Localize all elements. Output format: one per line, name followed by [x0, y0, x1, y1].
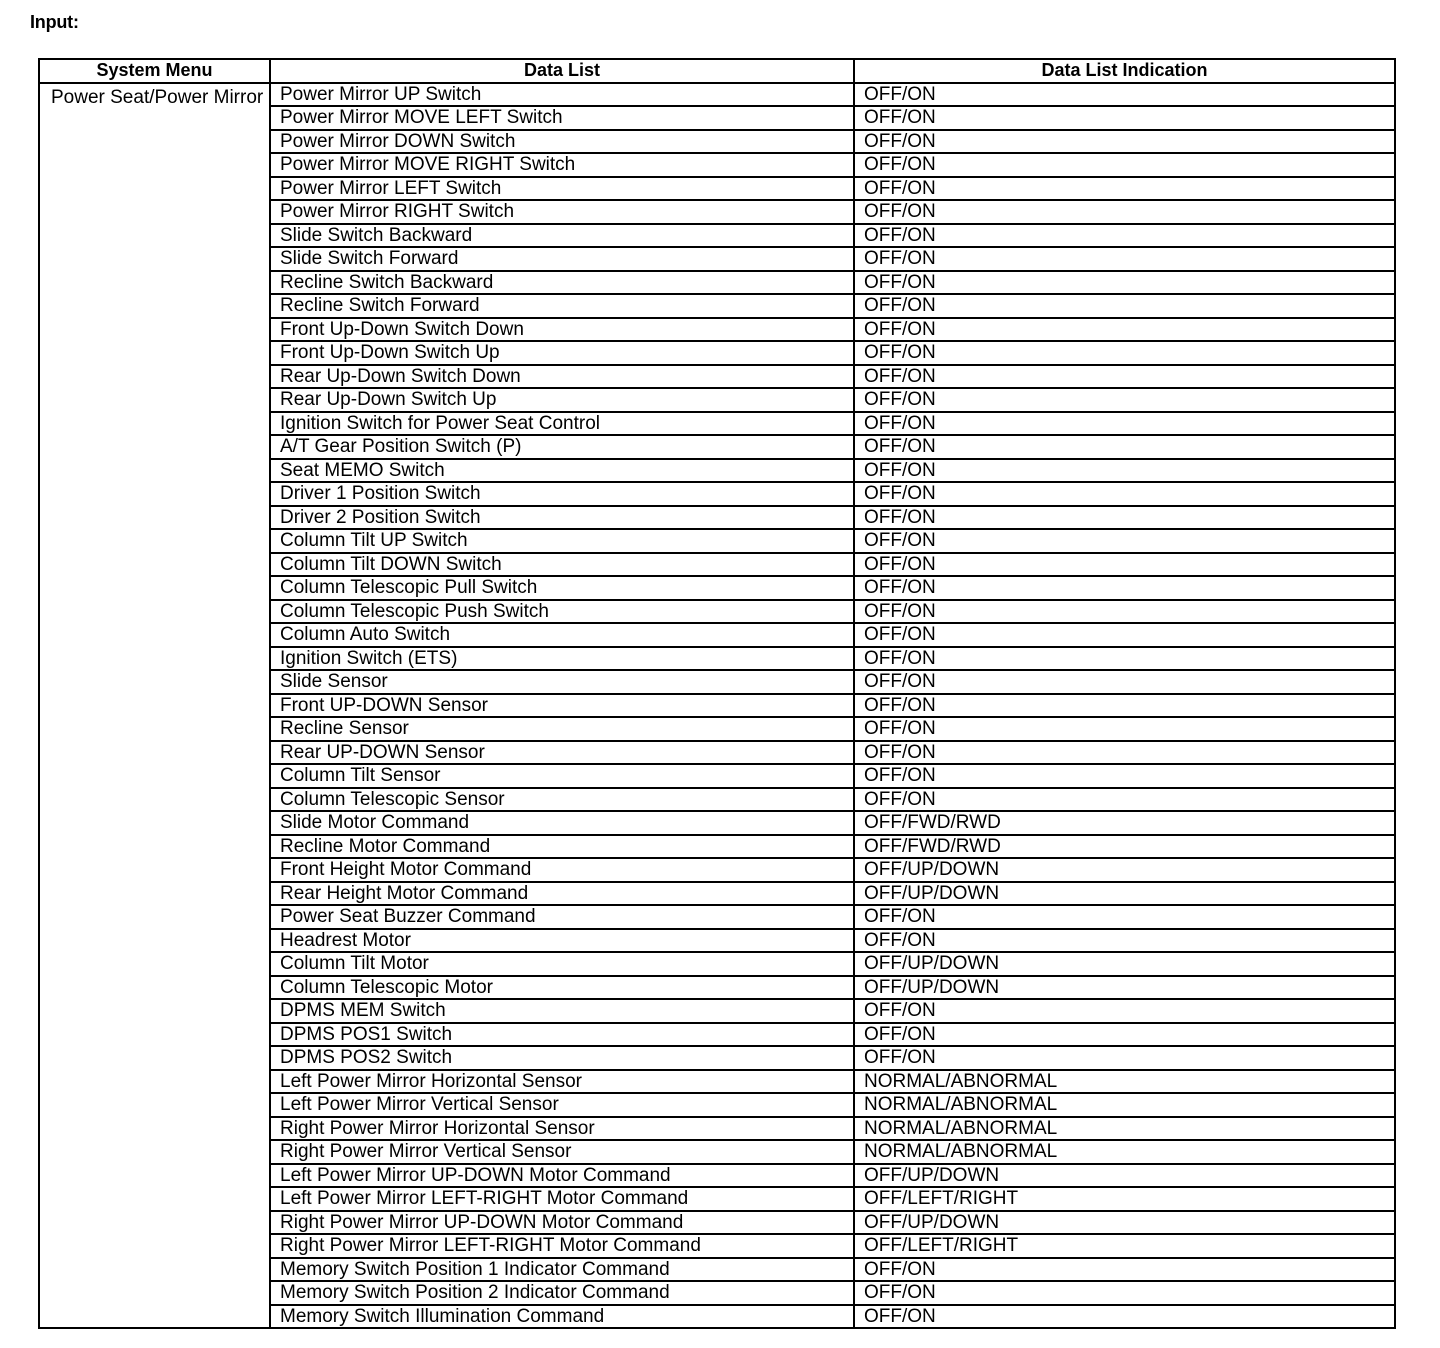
indication-cell: OFF/ON	[854, 412, 1395, 436]
data-list-cell: Right Power Mirror Vertical Sensor	[270, 1140, 854, 1164]
data-list-cell: Power Mirror UP Switch	[270, 83, 854, 107]
data-list-cell: Slide Motor Command	[270, 811, 854, 835]
indication-cell: OFF/ON	[854, 200, 1395, 224]
indication-cell: OFF/LEFT/RIGHT	[854, 1234, 1395, 1258]
data-list-cell: A/T Gear Position Switch (P)	[270, 435, 854, 459]
indication-cell: NORMAL/ABNORMAL	[854, 1117, 1395, 1141]
data-list-cell: Column Tilt DOWN Switch	[270, 553, 854, 577]
data-list-cell: Column Tilt UP Switch	[270, 529, 854, 553]
data-list-cell: Power Seat Buzzer Command	[270, 905, 854, 929]
data-list-cell: Left Power Mirror Vertical Sensor	[270, 1093, 854, 1117]
data-list-cell: Front Up-Down Switch Up	[270, 341, 854, 365]
indication-cell: OFF/ON	[854, 365, 1395, 389]
header-row	[39, 59, 1395, 83]
indication-cell: OFF/ON	[854, 670, 1395, 694]
indication-cell: OFF/ON	[854, 1258, 1395, 1282]
section-heading: Input:	[30, 12, 79, 32]
data-list-cell: Rear Height Motor Command	[270, 882, 854, 906]
indication-cell: OFF/ON	[854, 741, 1395, 765]
data-list-cell: Column Auto Switch	[270, 623, 854, 647]
indication-cell: OFF/ON	[854, 318, 1395, 342]
data-list-cell: Slide Switch Forward	[270, 247, 854, 271]
indication-cell: OFF/ON	[854, 224, 1395, 248]
data-list-cell: Right Power Mirror UP-DOWN Motor Command	[270, 1211, 854, 1235]
indication-cell: OFF/ON	[854, 764, 1395, 788]
data-list-cell: Driver 2 Position Switch	[270, 506, 854, 530]
data-list-cell: Ignition Switch for Power Seat Control	[270, 412, 854, 436]
indication-cell: OFF/FWD/RWD	[854, 835, 1395, 859]
system-menu-cell: Power Seat/Power Mirror	[39, 83, 270, 1329]
indication-cell: OFF/ON	[854, 341, 1395, 365]
data-list-cell: Slide Switch Backward	[270, 224, 854, 248]
indication-cell: OFF/ON	[854, 388, 1395, 412]
indication-cell: OFF/LEFT/RIGHT	[854, 1187, 1395, 1211]
indication-cell: OFF/UP/DOWN	[854, 952, 1395, 976]
data-list-cell: Column Tilt Motor	[270, 952, 854, 976]
indication-cell: OFF/ON	[854, 694, 1395, 718]
indication-cell: OFF/ON	[854, 788, 1395, 812]
indication-cell: OFF/FWD/RWD	[854, 811, 1395, 835]
data-list-cell: Power Mirror LEFT Switch	[270, 177, 854, 201]
data-list-cell: Seat MEMO Switch	[270, 459, 854, 483]
indication-cell: OFF/ON	[854, 153, 1395, 177]
indication-cell: OFF/ON	[854, 647, 1395, 671]
data-list-cell: Right Power Mirror Horizontal Sensor	[270, 1117, 854, 1141]
header-data-list-indication: Data List Indication	[854, 59, 1395, 83]
data-list-table	[38, 58, 1396, 1329]
data-list-cell: Driver 1 Position Switch	[270, 482, 854, 506]
data-list-cell: Front Height Motor Command	[270, 858, 854, 882]
data-list-cell: Recline Motor Command	[270, 835, 854, 859]
indication-cell: OFF/ON	[854, 1281, 1395, 1305]
indication-cell: OFF/ON	[854, 905, 1395, 929]
indication-cell: OFF/ON	[854, 553, 1395, 577]
data-list-cell: Recline Switch Backward	[270, 271, 854, 295]
data-list-cell: DPMS MEM Switch	[270, 999, 854, 1023]
data-list-cell: Power Mirror RIGHT Switch	[270, 200, 854, 224]
data-list-cell: Power Mirror MOVE LEFT Switch	[270, 106, 854, 130]
data-list-cell: Rear Up-Down Switch Up	[270, 388, 854, 412]
data-list-cell: Column Telescopic Motor	[270, 976, 854, 1000]
indication-cell: OFF/ON	[854, 482, 1395, 506]
indication-cell: OFF/UP/DOWN	[854, 882, 1395, 906]
indication-cell: OFF/ON	[854, 506, 1395, 530]
indication-cell: OFF/ON	[854, 177, 1395, 201]
indication-cell: NORMAL/ABNORMAL	[854, 1093, 1395, 1117]
header-system-menu: System Menu	[39, 59, 270, 83]
header-data-list: Data List	[270, 59, 854, 83]
indication-cell: OFF/ON	[854, 83, 1395, 107]
data-list-cell: Column Tilt Sensor	[270, 764, 854, 788]
data-list-cell: DPMS POS1 Switch	[270, 1023, 854, 1047]
indication-cell: OFF/UP/DOWN	[854, 1211, 1395, 1235]
indication-cell: OFF/ON	[854, 435, 1395, 459]
data-list-cell: Rear Up-Down Switch Down	[270, 365, 854, 389]
indication-cell: OFF/ON	[854, 1305, 1395, 1329]
indication-cell: OFF/ON	[854, 623, 1395, 647]
table-row	[39, 83, 1395, 107]
data-list-cell: Front Up-Down Switch Down	[270, 318, 854, 342]
indication-cell: OFF/UP/DOWN	[854, 976, 1395, 1000]
data-list-cell: Column Telescopic Pull Switch	[270, 576, 854, 600]
data-list-cell: Recline Switch Forward	[270, 294, 854, 318]
indication-cell: OFF/UP/DOWN	[854, 858, 1395, 882]
indication-cell: OFF/ON	[854, 106, 1395, 130]
data-list-cell: Power Mirror DOWN Switch	[270, 130, 854, 154]
table-body	[39, 83, 1395, 1329]
data-list-cell: Recline Sensor	[270, 717, 854, 741]
indication-cell: OFF/ON	[854, 271, 1395, 295]
indication-cell: OFF/ON	[854, 999, 1395, 1023]
indication-cell: OFF/ON	[854, 294, 1395, 318]
indication-cell: NORMAL/ABNORMAL	[854, 1070, 1395, 1094]
indication-cell: OFF/ON	[854, 459, 1395, 483]
indication-cell: OFF/ON	[854, 929, 1395, 953]
data-list-cell: Rear UP-DOWN Sensor	[270, 741, 854, 765]
indication-cell: OFF/ON	[854, 130, 1395, 154]
indication-cell: OFF/ON	[854, 1046, 1395, 1070]
indication-cell: OFF/ON	[854, 529, 1395, 553]
data-list-cell: Column Telescopic Push Switch	[270, 600, 854, 624]
indication-cell: OFF/ON	[854, 247, 1395, 271]
indication-cell: OFF/UP/DOWN	[854, 1164, 1395, 1188]
indication-cell: OFF/ON	[854, 717, 1395, 741]
data-list-cell: Headrest Motor	[270, 929, 854, 953]
data-list-cell: Slide Sensor	[270, 670, 854, 694]
data-list-cell: Ignition Switch (ETS)	[270, 647, 854, 671]
data-list-cell: Front UP-DOWN Sensor	[270, 694, 854, 718]
data-list-cell: Memory Switch Illumination Command	[270, 1305, 854, 1329]
data-list-cell: Left Power Mirror Horizontal Sensor	[270, 1070, 854, 1094]
data-list-cell: Right Power Mirror LEFT-RIGHT Motor Command	[270, 1234, 854, 1258]
indication-cell: NORMAL/ABNORMAL	[854, 1140, 1395, 1164]
data-list-cell: Power Mirror MOVE RIGHT Switch	[270, 153, 854, 177]
data-list-cell: Column Telescopic Sensor	[270, 788, 854, 812]
indication-cell: OFF/ON	[854, 1023, 1395, 1047]
data-list-cell: Memory Switch Position 1 Indicator Command	[270, 1258, 854, 1282]
data-list-cell: Memory Switch Position 2 Indicator Command	[270, 1281, 854, 1305]
data-list-cell: Left Power Mirror UP-DOWN Motor Command	[270, 1164, 854, 1188]
data-list-cell: Left Power Mirror LEFT-RIGHT Motor Command	[270, 1187, 854, 1211]
indication-cell: OFF/ON	[854, 576, 1395, 600]
data-list-cell: DPMS POS2 Switch	[270, 1046, 854, 1070]
indication-cell: OFF/ON	[854, 600, 1395, 624]
